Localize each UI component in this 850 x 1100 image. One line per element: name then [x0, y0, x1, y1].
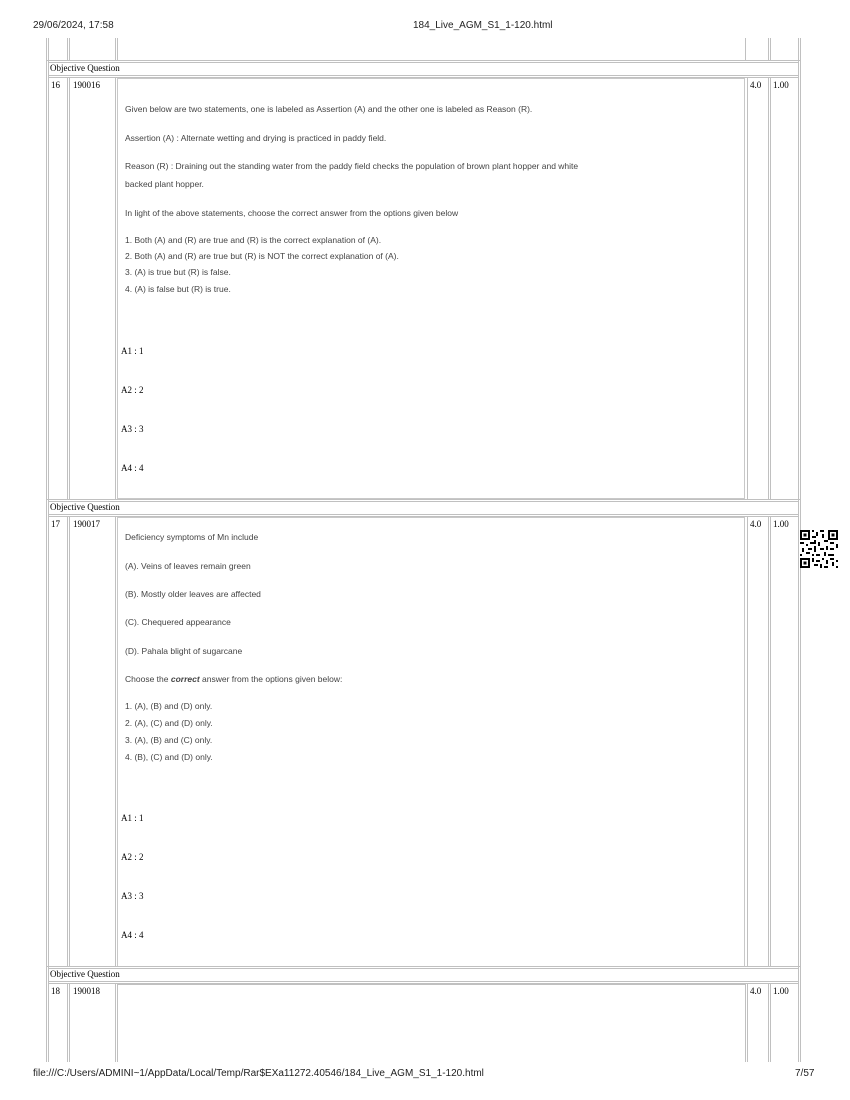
document-title: 184_Live_AGM_S1_1-120.html — [413, 20, 553, 31]
question-negative-marks: 1.00 — [773, 986, 789, 996]
question-instruction — [125, 674, 342, 684]
question-id: 190018 — [73, 986, 100, 996]
question-text-line: backed plant hopper. — [125, 179, 204, 189]
question-negative-marks: 1.00 — [773, 80, 789, 90]
qr-code-icon — [800, 530, 838, 568]
answer-option: A3 : 3 — [121, 424, 144, 434]
question-text-line: (B). Mostly older leaves are affected — [125, 589, 261, 599]
question-marks: 4.0 — [750, 986, 762, 996]
question-text-line: Given below are two statements, one is labeled as Assertion (A) and the other one is labeled as Reason (R). — [125, 104, 533, 114]
question-text-line: Reason (R) : Draining out the standing water from the paddy field checks the population of brown plant hopper and white — [125, 161, 579, 171]
answer-option: A2 : 2 — [121, 852, 144, 862]
question-number: 17 — [51, 519, 60, 529]
option-item: 2. Both (A) and (R) are true but (R) is NOT the correct explanation of (A). — [125, 251, 399, 261]
question-text-line: (D). Pahala blight of sugarcane — [125, 646, 243, 656]
option-item: 1. (A), (B) and (D) only. — [125, 701, 213, 711]
option-item: 4. (A) is false but (R) is true. — [125, 284, 231, 294]
instruction-text: answer from the options given below: — [199, 674, 343, 684]
answer-option: A2 : 2 — [121, 385, 144, 395]
section-label: Objective Question — [50, 63, 120, 73]
question-text-line: Deficiency symptoms of Mn include — [125, 532, 259, 542]
question-number: 16 — [51, 80, 60, 90]
answer-option: A1 : 1 — [121, 346, 144, 356]
option-item: 4. (B), (C) and (D) only. — [125, 752, 213, 762]
question-number: 18 — [51, 986, 60, 996]
question-marks: 4.0 — [750, 80, 762, 90]
answer-option: A1 : 1 — [121, 813, 144, 823]
option-item: 2. (A), (C) and (D) only. — [125, 718, 213, 728]
question-text-line: Assertion (A) : Alternate wetting and drying is practiced in paddy field. — [125, 133, 387, 143]
question-text-line: In light of the above statements, choose the correct answer from the options given below — [125, 208, 459, 218]
section-label: Objective Question — [50, 969, 120, 979]
option-item: 1. Both (A) and (R) are true and (R) is the correct explanation of (A). — [125, 235, 382, 245]
instruction-text: Choose the — [125, 674, 171, 684]
print-datetime: 29/06/2024, 17:58 — [33, 20, 114, 31]
option-item: 3. (A) is true but (R) is false. — [125, 267, 231, 277]
question-id: 190017 — [73, 519, 100, 529]
question-id: 190016 — [73, 80, 100, 90]
instruction-emphasis: correct — [170, 674, 200, 684]
section-label: Objective Question — [50, 502, 120, 512]
answer-option: A4 : 4 — [121, 463, 144, 473]
question-negative-marks: 1.00 — [773, 519, 789, 529]
file-path: file:///C:/Users/ADMINI~1/AppData/Local/Temp/Rar$EXa11272.40546/184_Live_AGM_S1_1-120.html — [33, 1068, 484, 1079]
option-item: 3. (A), (B) and (C) only. — [125, 735, 213, 745]
answer-option: A4 : 4 — [121, 930, 144, 940]
page-number: 7/57 — [795, 1068, 815, 1079]
question-text-line: (C). Chequered appearance — [125, 617, 231, 627]
question-text-line: (A). Veins of leaves remain green — [125, 561, 251, 571]
question-marks: 4.0 — [750, 519, 762, 529]
answer-option: A3 : 3 — [121, 891, 144, 901]
